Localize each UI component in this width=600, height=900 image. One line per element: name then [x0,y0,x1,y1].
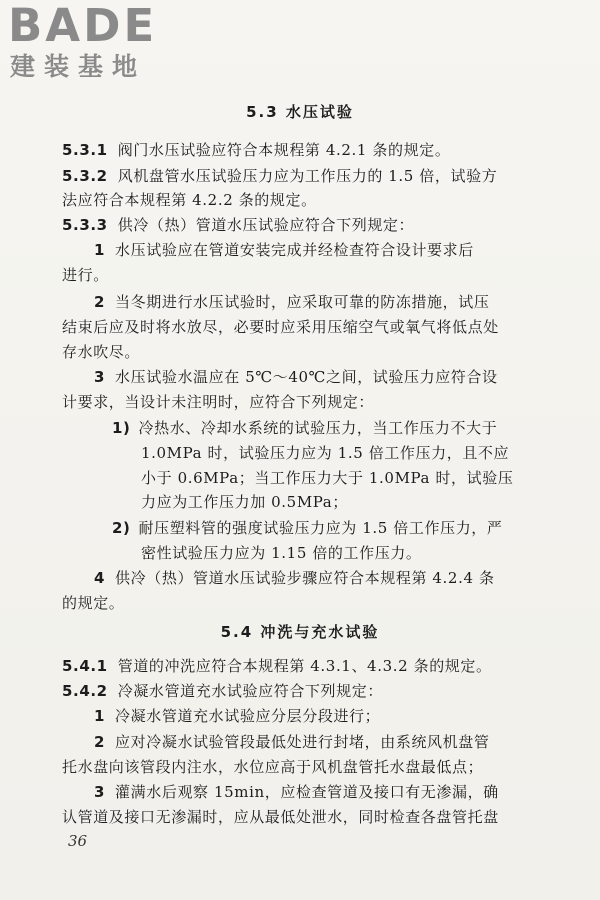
clause-5-3-3 [62,215,414,235]
item-1 [94,240,474,260]
item-text-line: 托水盘向该管段内注水，水位应高于风机盘管托水盘最低点； [62,758,484,776]
item-text-line: 认管道及接口无渗漏时，应从最低处泄水，同时检查各盘管托盘 [62,808,499,826]
subitem-text-line: 密性试验压力应为 1.15 倍的工作压力。 [141,544,422,562]
clause-number: 5.4.1 [62,657,108,675]
clause-text: 冷凝水管道充水试验应符合下列规定： [117,682,383,700]
subitem-2 [112,518,503,538]
subitem-text-line: 力应为工作压力加 0.5MPa； [141,493,348,511]
subitem-1 [112,418,497,438]
item-text-line: 存水吹尽。 [62,343,141,361]
item-number: 1 [94,707,106,725]
item-text: 供冷（热）管道水压试验步骤应符合本规程第 4.2.4 条 [115,569,495,587]
clause-5-4-2 [62,681,383,701]
clause-5-4-1 [62,656,492,676]
item-number: 1 [94,241,106,259]
clause-text-line: 法应符合本规程第 4.2.2 条的规定。 [62,191,317,209]
clause-text: 供冷（热）管道水压试验应符合下列规定： [117,216,415,234]
item-1 [94,706,380,726]
item-number: 4 [94,569,106,587]
section-heading-5-3: 5.3 水压试验 [246,103,354,121]
subitem-text: 冷热水、冷却水系统的试验压力，当工作压力不大于 [138,419,498,437]
logo-subtitle: 建装基地 [10,52,147,81]
item-text: 灌满水后观察 15min，应检查管道及接口有无渗漏，确 [115,783,499,801]
item-3 [94,782,499,802]
item-text: 水压试验水温应在 5℃～40℃之间，试验压力应符合设 [115,368,498,386]
clause-number: 5.4.2 [62,682,108,700]
clause-5-3-1 [62,140,450,160]
item-number: 2 [94,733,106,751]
subitem-number: 1) [112,419,131,437]
item-text: 当冬期进行水压试验时，应采取可靠的防冻措施，试压 [115,293,490,311]
item-text: 冷凝水管道充水试验应分层分段进行； [115,707,381,725]
subitem-text: 耐压塑料管的强度试验压力应为 1.5 倍工作压力，严 [138,519,503,537]
item-4 [94,568,495,588]
section-heading-5-4: 5.4 冲洗与充水试验 [220,623,380,641]
clause-text: 阀门水压试验应符合本规程第 4.2.1 条的规定。 [117,141,451,159]
item-number: 2 [94,293,106,311]
item-text-line: 结束后应及时将水放尽，必要时应采用压缩空气或氧气将低点处 [62,318,499,336]
subitem-text-line: 1.0MPa 时，试验压力应为 1.5 倍工作压力，且不应 [141,444,510,462]
item-2 [94,292,489,312]
brand-logo [8,2,178,88]
clause-number: 5.3.1 [62,141,108,159]
clause-number: 5.3.2 [62,167,108,185]
page-number: 36 [68,832,88,850]
clause-text: 风机盘管水压试验压力应为工作压力的 1.5 倍，试验方 [117,167,498,185]
clause-text: 管道的冲洗应符合本规程第 4.3.1、4.3.2 条的规定。 [117,657,492,675]
item-number: 3 [94,783,106,801]
item-text-line: 计要求，当设计未注明时，应符合下列规定： [62,393,375,411]
item-text: 水压试验应在管道安装完成并经检查符合设计要求后 [115,241,474,259]
logo-wordmark: BADE [8,0,158,52]
clause-5-3-2 [62,166,497,186]
clause-number: 5.3.3 [62,216,108,234]
subitem-text-line: 小于 0.6MPa；当工作压力大于 1.0MPa 时，试验压 [141,469,514,487]
item-2 [94,732,489,752]
item-number: 3 [94,368,106,386]
item-3 [94,367,498,387]
item-text-line: 的规定。 [62,594,125,612]
item-text-line: 进行。 [62,266,109,284]
subitem-number: 2) [112,519,131,537]
item-text: 应对冷凝水试验管段最低处进行封堵，由系统风机盘管 [115,733,490,751]
